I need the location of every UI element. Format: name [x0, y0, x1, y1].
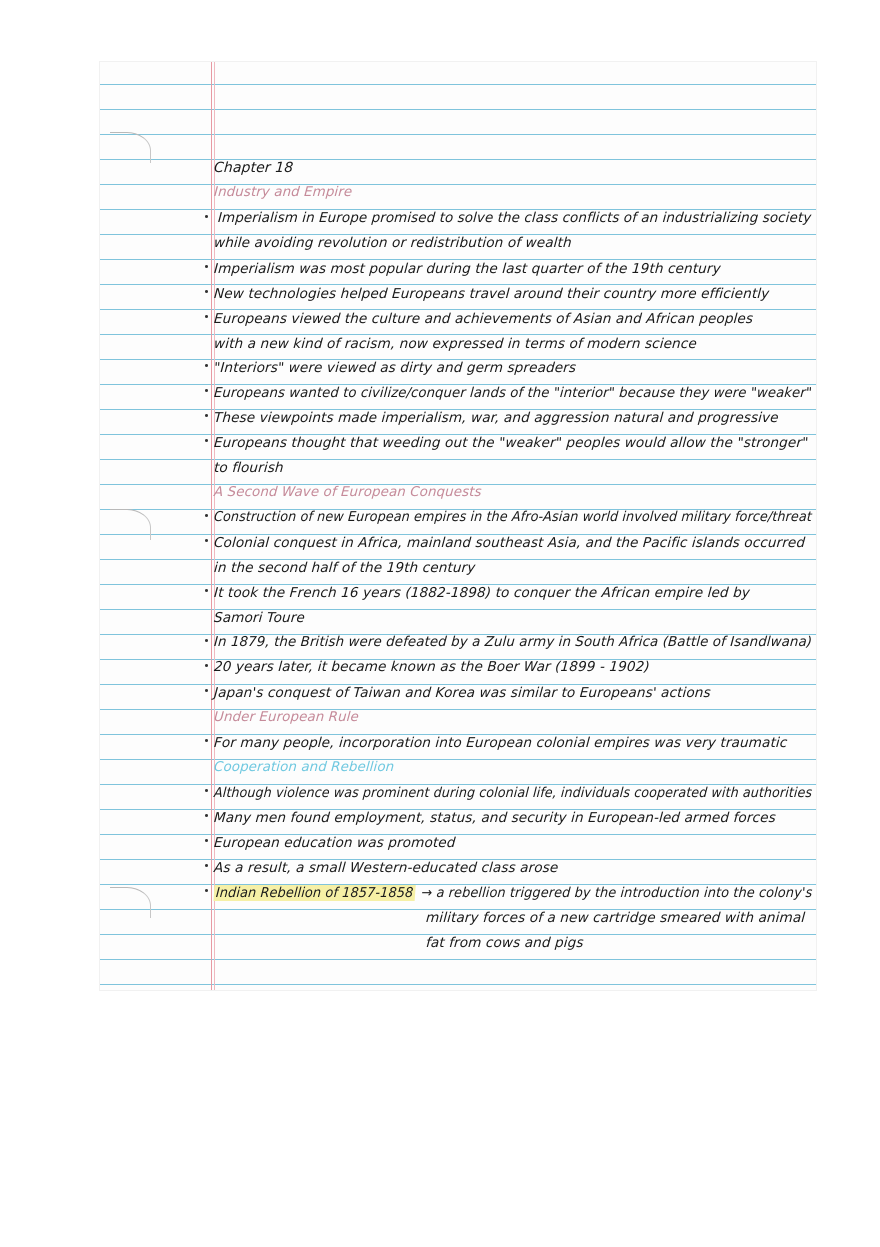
- note-line-indian-rebellion: [213, 882, 813, 904]
- bullet: [205, 689, 208, 692]
- note-line: "Interiors" were viewed as dirty and germ spreaders: [213, 360, 577, 376]
- note-line: 20 years later, it became known as the Boer War (1899 - 1902): [213, 659, 651, 675]
- note-line: with a new kind of racism, now expressed in terms of modern science: [213, 336, 698, 352]
- bullet: [205, 389, 208, 392]
- bullet: [205, 889, 208, 892]
- bullet: [205, 514, 208, 517]
- bullet: [205, 639, 208, 642]
- handwritten-notes: [100, 62, 816, 990]
- bullet: [205, 664, 208, 667]
- note-line: It took the French 16 years (1882-1898) to conquer the African empire led by: [213, 585, 751, 601]
- note-line: Japan's conquest of Taiwan and Korea was similar to Europeans' actions: [213, 685, 712, 701]
- note-line: to flourish: [213, 460, 285, 476]
- bullet: [205, 864, 208, 867]
- bullet: [205, 439, 208, 442]
- heading-second-wave: A Second Wave of European Conquests: [213, 485, 483, 500]
- notebook-page: [100, 62, 816, 990]
- note-line: Europeans thought that weeding out the "weaker" peoples would allow the "stronger": [213, 435, 809, 451]
- note-line: Imperialism in Europe promised to solve the class conflicts of an industrializing society: [217, 210, 812, 226]
- bullet: [205, 814, 208, 817]
- note-line: As a result, a small Western-educated class arose: [213, 860, 559, 876]
- note-line: New technologies helped Europeans travel around their country more efficiently: [213, 286, 770, 302]
- note-line: Construction of new European empires in the Afro-Asian world involved military force/threat: [213, 509, 813, 525]
- bullet: [205, 290, 208, 293]
- note-line: Although violence was prominent during colonial life, individuals cooperated with authorities: [213, 785, 813, 801]
- bullet: [205, 539, 208, 542]
- note-line: while avoiding revolution or redistribution of wealth: [213, 235, 573, 251]
- note-line: Many men found employment, status, and security in European-led armed forces: [213, 810, 777, 826]
- bullet: [205, 265, 208, 268]
- note-line: military forces of a new cartridge smeared with animal: [425, 910, 806, 926]
- bullet: [205, 215, 208, 218]
- heading-industry-and-empire: Industry and Empire: [213, 185, 353, 200]
- definition-text: a rebellion triggered by the introduction into the colony's: [435, 885, 813, 901]
- bullet: [205, 364, 208, 367]
- bullet: [205, 839, 208, 842]
- note-line: These viewpoints made imperialism, war, and aggression natural and progressive: [213, 410, 780, 426]
- heading-cooperation-and-rebellion: Cooperation and Rebellion: [213, 760, 395, 775]
- note-line: Imperialism was most popular during the last quarter of the 19th century: [213, 261, 722, 277]
- bullet: [205, 589, 208, 592]
- chapter-title: Chapter 18: [213, 160, 294, 176]
- note-line: Colonial conquest in Africa, mainland southeast Asia, and the Pacific islands occurred: [213, 535, 806, 551]
- note-line: European education was promoted: [213, 835, 457, 851]
- note-line: Europeans wanted to civilize/conquer lands of the "interior" because they were "weaker": [213, 385, 813, 401]
- note-line: In 1879, the British were defeated by a Zulu army in South Africa (Battle of Isandlwana): [213, 634, 813, 650]
- highlighted-term: Indian Rebellion of 1857-1858: [215, 885, 414, 901]
- bullet: [205, 414, 208, 417]
- note-line: Europeans viewed the culture and achievements of Asian and African peoples: [213, 311, 754, 327]
- note-line: Samori Toure: [213, 610, 306, 626]
- note-line: in the second half of the 19th century: [213, 560, 476, 576]
- bullet: [205, 315, 208, 318]
- bullet: [205, 789, 208, 792]
- arrow-icon: →: [420, 885, 433, 901]
- bullet: [205, 739, 208, 742]
- note-line: For many people, incorporation into European colonial empires was very traumatic: [213, 735, 788, 751]
- heading-under-european-rule: Under European Rule: [213, 710, 360, 725]
- note-line: fat from cows and pigs: [425, 935, 585, 951]
